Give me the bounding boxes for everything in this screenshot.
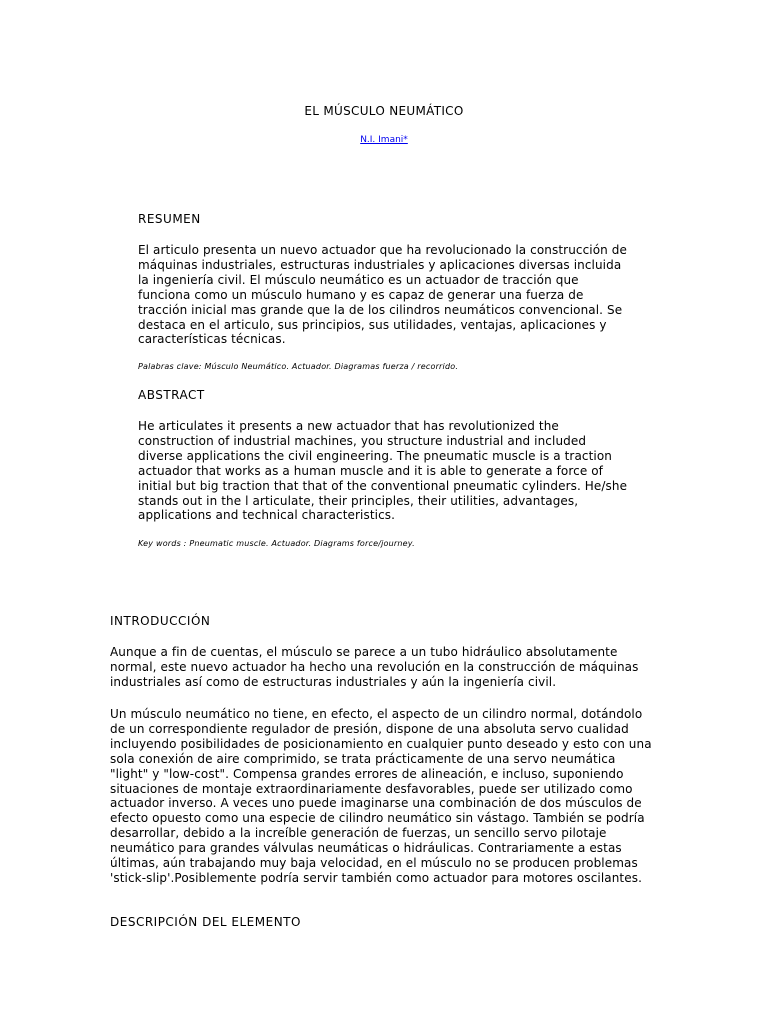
descripcion-heading: DESCRIPCIÓN DEL ELEMENTO xyxy=(110,915,301,929)
abstract-heading: ABSTRACT xyxy=(138,388,205,402)
resumen-keywords-wrap xyxy=(138,362,628,371)
abstract-body-wrap xyxy=(138,419,628,523)
abstract-keywords-wrap xyxy=(138,539,628,548)
resumen-body: El articulo presenta un nuevo actuador que ha revolucionado la construcción de máquinas industriales, estructuras industriales y aplicaciones diversas incluida la ingeniería civil. El músculo neumático es un actuador de tracción que funciona como un músculo humano y es capaz de generar una fuerza de tracción inicial mas grande que la de los cilindros neumáticos convencional. Se destaca en el articulo, sus principios, sus utilidades, ventajas, aplicaciones y características técnicas. xyxy=(138,243,628,347)
resumen-body-wrap xyxy=(138,243,628,347)
introduccion-p2-wrap xyxy=(110,707,655,886)
introduccion-heading: INTRODUCCIÓN xyxy=(110,614,211,628)
author-link[interactable]: N.I. Imani* xyxy=(360,135,408,145)
introduccion-section xyxy=(110,614,655,628)
page-title: EL MÚSCULO NEUMÁTICO xyxy=(304,104,464,118)
introduccion-p1-wrap xyxy=(110,645,655,690)
abstract-body: He articulates it presents a new actuador that has revolutionized the construction of industrial machines, you structure industrial and included diverse applications the civil engineering. The pneumatic muscle is a traction actuador that works as a human muscle and it is able to generate a force of initial but big traction that that of the conventional pneumatic cylinders. He/she stands out in the l articulate, their principles, their utilities, advantages, applications and technical characteristics. xyxy=(138,419,628,523)
abstract-section xyxy=(138,388,628,402)
introduccion-paragraph-1: Aunque a fin de cuentas, el músculo se parece a un tubo hidráulico absolutamente normal, este nuevo actuador ha hecho una revolución en la construcción de máquinas industriales así como de estructuras industriales y aún la ingeniería civil. xyxy=(110,645,639,689)
resumen-section xyxy=(138,212,628,226)
introduccion-paragraph-2: Un músculo neumático no tiene, en efecto, el aspecto de un cilindro normal, dotándolo de un correspondiente regulador de presión, dispone de una absoluta servo cualidad incluyendo posibilidades de posicionamiento en cualquier punto deseado y esto con una sola conexión de aire comprimido, se trata prácticamente de una servo neumática "light" y "low-cost". Compensa grandes errores de alineación, e incluso, suponiendo situaciones de montaje extraordinariamente desfavorables, puede ser utilizado como actuador inverso. A veces uno puede imaginarse una combinación de dos músculos de efecto opuesto como una especie de cilindro neumático sin vástago. También se podría desarrollar, debido a la increíble generación de fuerzas, un sencillo servo pilotaje neumático para grandes válvulas neumáticas o hidráulicas. Contrariamente a estas últimas, aún trabajando muy baja velocidad, en el músculo no se producen problemas 'stick-slip'.Posiblemente podría servir también como actuador para motores oscilantes. xyxy=(110,707,652,885)
abstract-keywords: Key words : Pneumatic muscle. Actuador. Diagrams force/journey. xyxy=(138,539,415,548)
descripcion-section xyxy=(110,915,655,929)
author-line xyxy=(0,135,768,145)
resumen-heading: RESUMEN xyxy=(138,212,201,226)
resumen-keywords: Palabras clave: Músculo Neumático. Actuador. Diagramas fuerza / recorrido. xyxy=(138,362,459,371)
